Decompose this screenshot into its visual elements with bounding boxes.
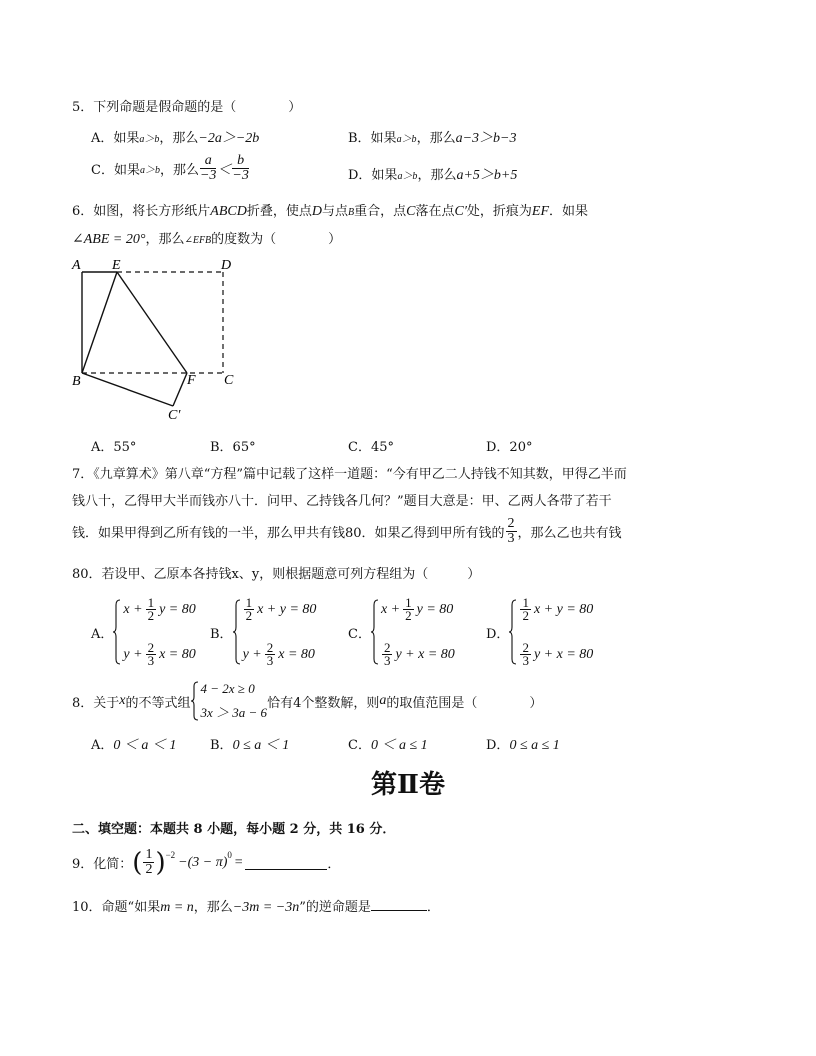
inequality-system: 4 − 2x ≥ 0 3x ＞ 3a − 6 xyxy=(191,681,268,721)
q8-option-b[interactable]: B．0 ≤ a ＜ 1 xyxy=(210,738,290,753)
q8-option-d[interactable]: D．0 ≤ a ≤ 1 xyxy=(486,738,560,753)
q7-line3: 钱．如果甲得到乙所有钱的一半，那么甲共有钱80．如果乙得到甲所有钱的 $\frac{2}{3}$ ，那么乙也共有钱 xyxy=(72,516,622,546)
q7-option-a[interactable] xyxy=(91,597,196,667)
option-label: C．如果 xyxy=(91,163,140,178)
q6-option-b[interactable]: B．65° xyxy=(210,440,256,455)
expression: −2a＞−2b xyxy=(198,131,260,146)
label-a: A xyxy=(72,258,81,273)
section2-heading: 二、填空题：本题共 8 小题，每小题 2 分，共 16 分． xyxy=(72,822,396,837)
q6-line2: ∠ABE = 20°，那么∠EFB的度数为（ ） xyxy=(72,232,342,247)
q6-option-c[interactable]: C．45° xyxy=(348,440,394,455)
equation-system: $\frac{1}{2}$ x + y = 80 y + $\frac{2}{3}$ x = 80 xyxy=(233,597,317,667)
q8-stem: 8．关于 x 的不等式组 4 − 2x ≥ 0 3x ＞ 3a − 6 恰有4个整数解，则 a 的取值范围是（ ） xyxy=(72,681,543,720)
q7-line1: 7．《九章算术》第八章“方程”篇中记载了这样一道题：“今有甲乙二人持钱不知其数，甲得乙半而 xyxy=(72,467,627,482)
q7-option-d[interactable] xyxy=(486,597,593,667)
condition: a＞b xyxy=(139,134,160,145)
q6-figure xyxy=(70,256,245,421)
q7-line2: 钱八十，乙得甲大半而钱亦八十．问甲、乙持钱各几何？”题目大意是：甲、乙两人各带了若干 xyxy=(72,494,612,509)
condition: a＞b xyxy=(397,171,418,182)
fraction-half: $\frac{1}{2}$ xyxy=(145,847,153,877)
equation-system: x + $\frac{1}{2}$ y = 80 y + $\frac{2}{3}$ x = 80 xyxy=(113,597,195,667)
label-e: E xyxy=(112,258,121,273)
q5-stem: 5．下列命题是假命题的是（ ） xyxy=(72,100,302,115)
equation-system: x + $\frac{1}{2}$ y = 80 $\frac{2}{3}$ y + x = 80 xyxy=(371,597,455,667)
q6-option-a[interactable]: A．55° xyxy=(91,440,137,455)
segment-bcprime xyxy=(82,373,173,406)
exponent: 0 xyxy=(227,850,232,860)
q9: 9．化简： ( $\frac{1}{2}$ ) −2 −(3 − π) 0 = ． xyxy=(72,847,341,878)
q8-option-c[interactable]: C．0 ＜ a ≤ 1 xyxy=(348,738,428,753)
expression: a+5＞b+5 xyxy=(456,168,518,183)
option-label: A． xyxy=(91,626,114,642)
label-cprime: C′ xyxy=(168,408,181,421)
part2-title: 第Ⅱ卷 xyxy=(371,770,445,800)
option-label: D． xyxy=(486,626,510,642)
expression: a−3＞b−3 xyxy=(455,131,517,146)
fraction-two-thirds: $\frac{2}{3}$ xyxy=(507,516,515,546)
then-text: ，那么 xyxy=(159,163,199,178)
q8-option-a[interactable]: A．0 ＜ a ＜ 1 xyxy=(91,738,177,753)
segment-be xyxy=(82,272,117,373)
q7-option-c[interactable] xyxy=(348,597,455,667)
q7-option-b[interactable] xyxy=(210,597,316,667)
condition: a＞b xyxy=(396,134,417,145)
then-text: ，那么 xyxy=(416,131,456,146)
label-b: B xyxy=(72,374,81,389)
segment-cprimef xyxy=(173,373,187,406)
exponent: −2 xyxy=(165,850,176,860)
option-label: C． xyxy=(348,626,371,642)
q5-option-b[interactable] xyxy=(348,127,516,147)
option-label: D．如果 xyxy=(348,168,398,183)
equation-system: $\frac{1}{2}$ x + y = 80 $\frac{2}{3}$ y + x = 80 xyxy=(509,597,593,667)
option-label: A．如果 xyxy=(91,131,140,146)
label-c: C xyxy=(224,373,234,388)
q5-option-c[interactable] xyxy=(91,154,250,183)
label-f: F xyxy=(187,373,196,388)
option-label: B． xyxy=(210,626,233,642)
then-text: ，那么 xyxy=(159,131,199,146)
q5-option-d[interactable] xyxy=(348,164,517,184)
crease-ef xyxy=(117,272,187,373)
q10-answer-blank[interactable] xyxy=(371,896,427,911)
q6-option-d[interactable]: D．20° xyxy=(486,440,533,455)
option-label: B．如果 xyxy=(348,131,397,146)
label-d: D xyxy=(221,258,232,273)
fraction: $\frac{b}{-3}$ xyxy=(232,153,249,183)
q6-line1: 6．如图，将长方形纸片ABCD折叠，使点D与点B重合，点C落在点C′处，折痕为EF．如果 xyxy=(72,204,589,219)
q10: 10．命题“如果m = n，那么−3m = −3n”的逆命题是 ． xyxy=(72,896,440,916)
operator: ＜ xyxy=(217,162,232,178)
q7-line4: 80．若设甲、乙原本各持钱x、y，则根据题意可列方程组为（ ） xyxy=(72,567,481,582)
q5-option-a[interactable] xyxy=(91,127,259,147)
fraction: $\frac{a}{-3}$ xyxy=(199,153,217,183)
q9-answer-blank[interactable] xyxy=(245,855,327,870)
then-text: ，那么 xyxy=(417,168,457,183)
condition: a＞b xyxy=(139,165,160,176)
